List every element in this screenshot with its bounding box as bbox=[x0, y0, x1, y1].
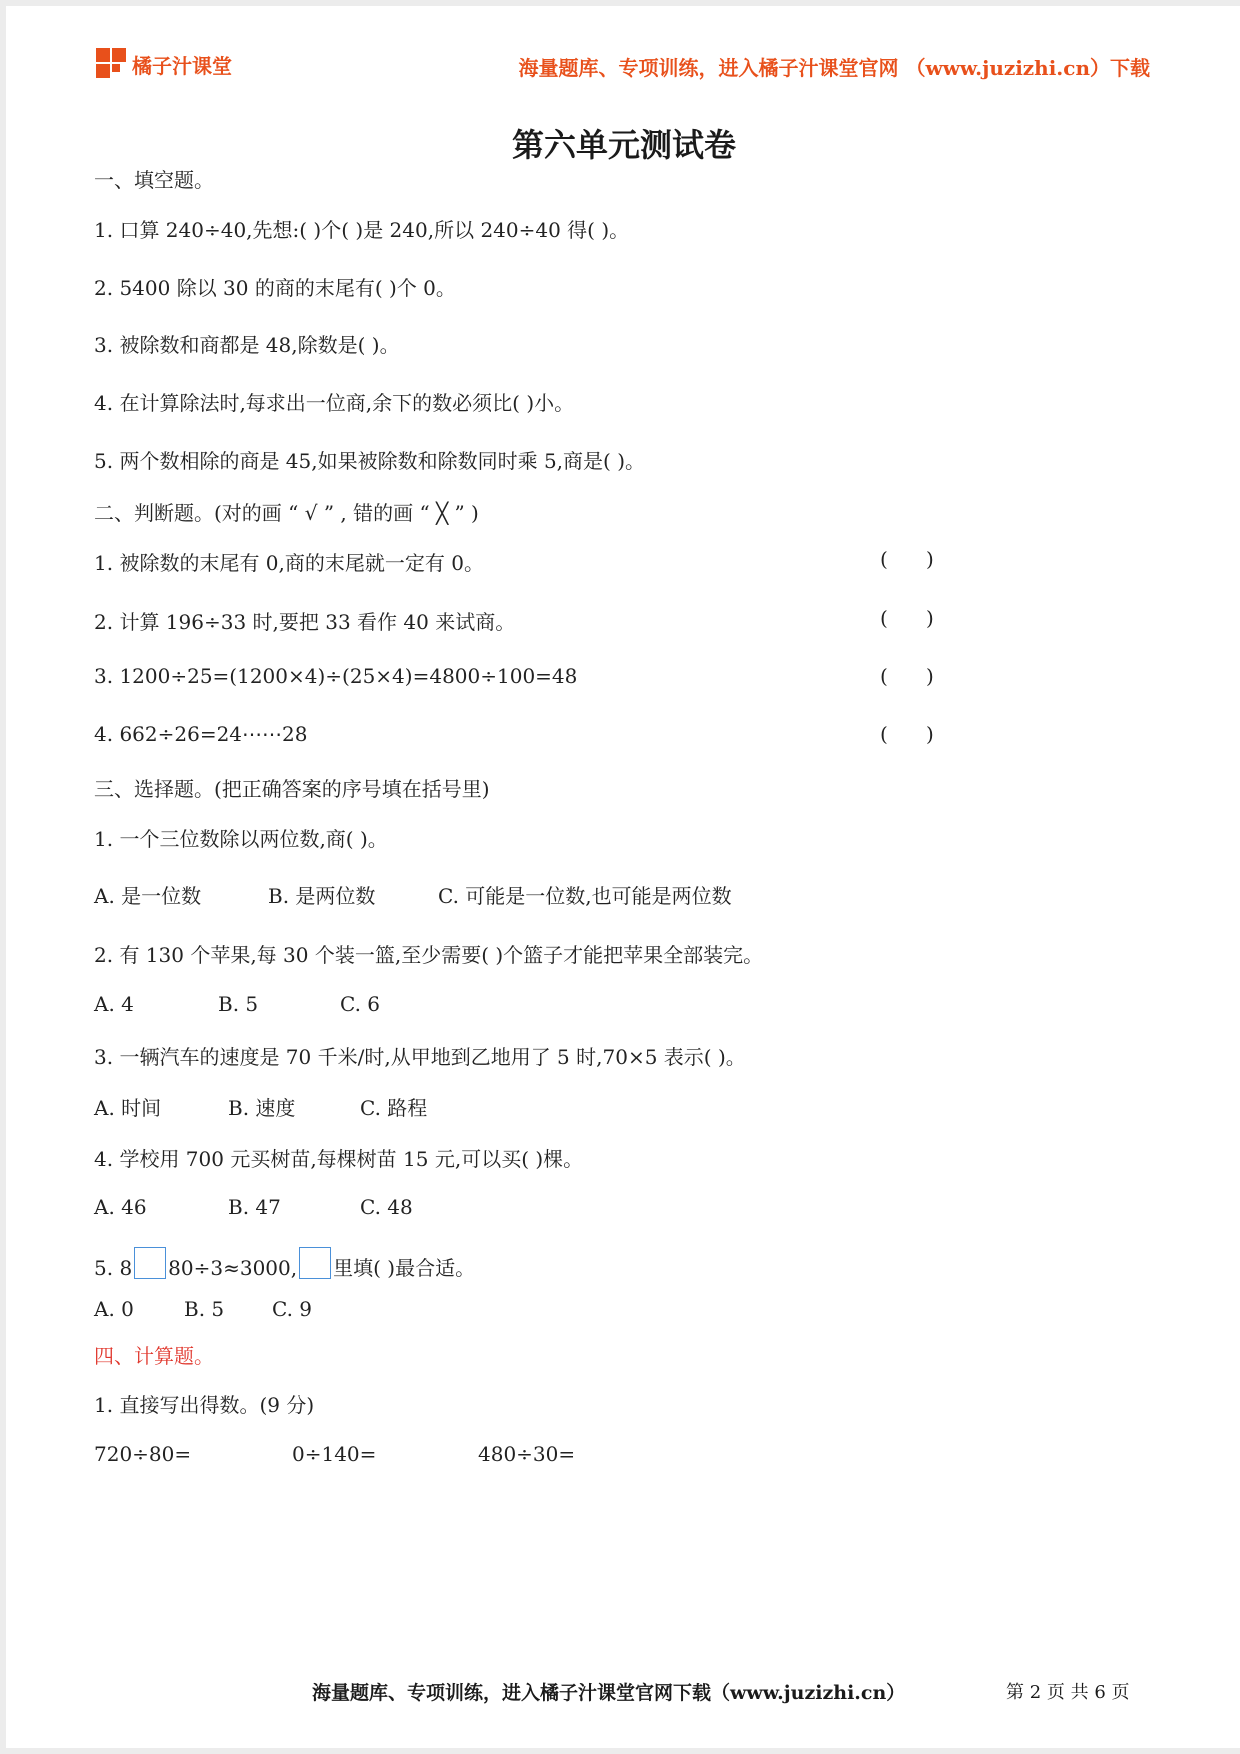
page-number: 第 2 页 共 6 页 bbox=[1006, 1682, 1130, 1703]
section1-question-1: 1. 口算 240÷40,先想:( )个( )是 240,所以 240÷40 得( )。 bbox=[94, 218, 630, 242]
section2-question-2: 2. 计算 196÷33 时,要把 33 看作 40 来试商。 bbox=[94, 610, 516, 634]
choice-a: A. 0 bbox=[94, 1297, 134, 1321]
section1-question-3: 3. 被除数和商都是 48,除数是( )。 bbox=[94, 333, 400, 357]
calc-expression: 720÷80= bbox=[94, 1442, 192, 1466]
section4-heading: 四、计算题。 bbox=[94, 1344, 214, 1368]
choice-a: A. 4 bbox=[94, 992, 134, 1016]
section4-question-1: 1. 直接写出得数。(9 分) bbox=[94, 1393, 315, 1417]
logo-icon bbox=[96, 48, 128, 80]
section2-question-3: 3. 1200÷25=(1200×4)÷(25×4)=4800÷100=48 bbox=[94, 664, 578, 688]
brand-logo bbox=[96, 48, 232, 80]
choice-c: C. 9 bbox=[272, 1297, 313, 1321]
calc-expression: 480÷30= bbox=[478, 1442, 576, 1466]
page-title: 第六单元测试卷 bbox=[511, 126, 736, 164]
section3-question-5 bbox=[94, 1247, 475, 1281]
section3-question-1: 1. 一个三位数除以两位数,商( )。 bbox=[94, 827, 388, 851]
logo-text: 橘子汁课堂 bbox=[132, 53, 232, 78]
section1-question-4: 4. 在计算除法时,每求出一位商,余下的数必须比( )小。 bbox=[94, 391, 575, 415]
section1-question-5: 5. 两个数相除的商是 45,如果被除数和除数同时乘 5,商是( )。 bbox=[94, 449, 646, 473]
choice-b: B. 速度 bbox=[228, 1096, 296, 1120]
choice-c: C. 48 bbox=[360, 1195, 413, 1219]
section3-question-3: 3. 一辆汽车的速度是 70 千米/时,从甲地到乙地用了 5 时,70×5 表示( )。 bbox=[94, 1045, 746, 1069]
choice-c: C. 路程 bbox=[360, 1096, 428, 1120]
calc-expression: 0÷140= bbox=[292, 1442, 377, 1466]
choice-b: B. 47 bbox=[228, 1195, 281, 1219]
choice-c: C. 可能是一位数,也可能是两位数 bbox=[438, 884, 732, 908]
question-text: 里填( )最合适。 bbox=[333, 1256, 476, 1280]
section2-question-4: 4. 662÷26=24⋯⋯28 bbox=[94, 722, 308, 746]
choice-b: B. 是两位数 bbox=[268, 884, 376, 908]
choice-a: A. 是一位数 bbox=[94, 884, 202, 908]
choice-a: A. 时间 bbox=[94, 1096, 162, 1120]
section1-question-2: 2. 5400 除以 30 的商的末尾有( )个 0。 bbox=[94, 276, 456, 300]
choice-a: A. 46 bbox=[94, 1195, 147, 1219]
choice-b: B. 5 bbox=[218, 992, 259, 1016]
section2-heading: 二、判断题。(对的画 “ √ ” , 错的画 “ ╳ ” ) bbox=[94, 501, 479, 525]
section2-question-1: 1. 被除数的末尾有 0,商的末尾就一定有 0。 bbox=[94, 551, 484, 575]
blank-box bbox=[134, 1247, 166, 1279]
question-text: 80÷3≈3000, bbox=[168, 1256, 298, 1280]
answer-paren: ( ) bbox=[880, 664, 934, 688]
header-banner: 海量题库、专项训练，进入橘子汁课堂官网 （www.juzizhi.cn）下载 bbox=[518, 56, 1150, 80]
section3-question-4: 4. 学校用 700 元买树苗,每棵树苗 15 元,可以买( )棵。 bbox=[94, 1147, 584, 1171]
answer-paren: ( ) bbox=[880, 722, 934, 746]
section1-heading: 一、填空题。 bbox=[94, 168, 214, 192]
section3-question-2: 2. 有 130 个苹果,每 30 个装一篮,至少需要( )个篮子才能把苹果全部装完。 bbox=[94, 943, 764, 967]
choice-c: C. 6 bbox=[340, 992, 381, 1016]
answer-paren: ( ) bbox=[880, 547, 934, 571]
exam-page bbox=[6, 6, 1240, 1748]
blank-box bbox=[299, 1247, 331, 1279]
footer-banner: 海量题库、专项训练，进入橘子汁课堂官网下载（www.juzizhi.cn） bbox=[312, 1682, 906, 1704]
choice-b: B. 5 bbox=[184, 1297, 225, 1321]
answer-paren: ( ) bbox=[880, 606, 934, 630]
question-text: 5. 8 bbox=[94, 1256, 133, 1280]
section3-heading: 三、选择题。(把正确答案的序号填在括号里) bbox=[94, 777, 490, 801]
